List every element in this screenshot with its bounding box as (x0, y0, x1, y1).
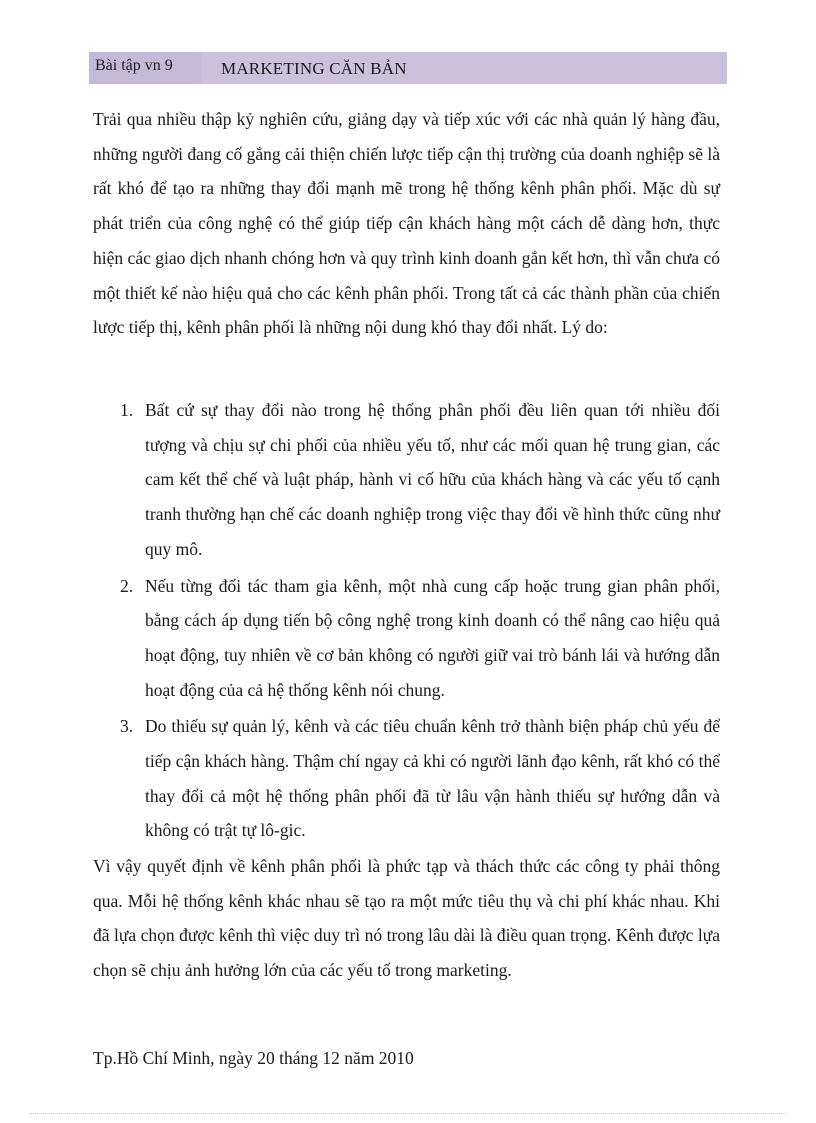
list-text: Do thiếu sự quản lý, kênh và các tiêu chuẩn kênh trở thành biện pháp chủ yếu để tiếp cận khách hàng. Thậm chí ngay cả khi có người lãnh đạo kênh, rất khó có thể thay đổi cả một hệ thống phân phối đã từ lâu vận hành thiếu sự hướng dẫn và không có trật tự lô-gic. (145, 716, 720, 841)
list-number: 2. (120, 575, 134, 596)
document-header (89, 52, 727, 84)
list-item (93, 709, 720, 848)
list-number: 1. (120, 400, 134, 420)
reasons-list (93, 393, 720, 850)
list-text: Bất cứ sự thay đổi nào trong hệ thống phân phối đều liên quan tới nhiều đối tượng và chịu sự chi phối của nhiều yếu tố, như các mối quan hệ trung gian, các cam kết thể chế và luật pháp, hành vi cố hữu của khách hàng và các yếu tố cạnh tranh thường hạn chế các doanh nghiệp trong việc thay đổi về hình thức cũng như quy mô. (145, 400, 720, 559)
list-text: Nếu từng đối tác tham gia kênh, một nhà cung cấp hoặc trung gian phân phối, bằng cách áp dụng tiến bộ công nghệ trong kinh doanh có thể nâng cao hiệu quả hoạt động, tuy nhiên về cơ bản không có người giữ vai trò bánh lái và hướng dẫn hoạt động của cả hệ thống kênh nói chung. (145, 575, 720, 700)
document-title: MARKETING CĂN BẢN (201, 52, 727, 84)
place-date-line: Tp.Hồ Chí Minh, ngày 20 tháng 12 năm 2010 (93, 1048, 414, 1068)
list-item (93, 569, 720, 708)
exercise-label: Bài tập vn 9 (89, 52, 201, 84)
list-item (93, 393, 720, 567)
page-bottom-divider (30, 1113, 786, 1114)
intro-paragraph: Trải qua nhiều thập kỷ nghiên cứu, giảng dạy và tiếp xúc với các nhà quản lý hàng đầu, những người đang cố gắng cải thiện chiến lược tiếp cận thị trường của doanh nghiệp sẽ là rất khó để tạo ra những thay đổi mạnh mẽ trong hệ thống kênh phân phối. Mặc dù sự phát triển của công nghệ có thể giúp tiếp cận khách hàng một cách dễ dàng hơn, thực hiện các giao dịch nhanh chóng hơn và quy trình kinh doanh gắn kết hơn, thì vẫn chưa có một thiết kế nào hiệu quả cho các kênh phân phối. Trong tất cả các thành phần của chiến lược tiếp thị, kênh phân phối là những nội dung khó thay đổi nhất. Lý do: (93, 109, 720, 338)
list-number: 3. (120, 716, 134, 737)
conclusion-paragraph: Vì vậy quyết định về kênh phân phối là phức tạp và thách thức các công ty phải thông qua. Mỗi hệ thống kênh khác nhau sẽ tạo ra một mức tiêu thụ và chi phí khác nhau. Khi đã lựa chọn được kênh thì việc duy trì nó trong lâu dài là điều quan trọng. Kênh được lựa chọn sẽ chịu ảnh hưởng lớn của các yếu tố trong marketing. (93, 856, 720, 981)
